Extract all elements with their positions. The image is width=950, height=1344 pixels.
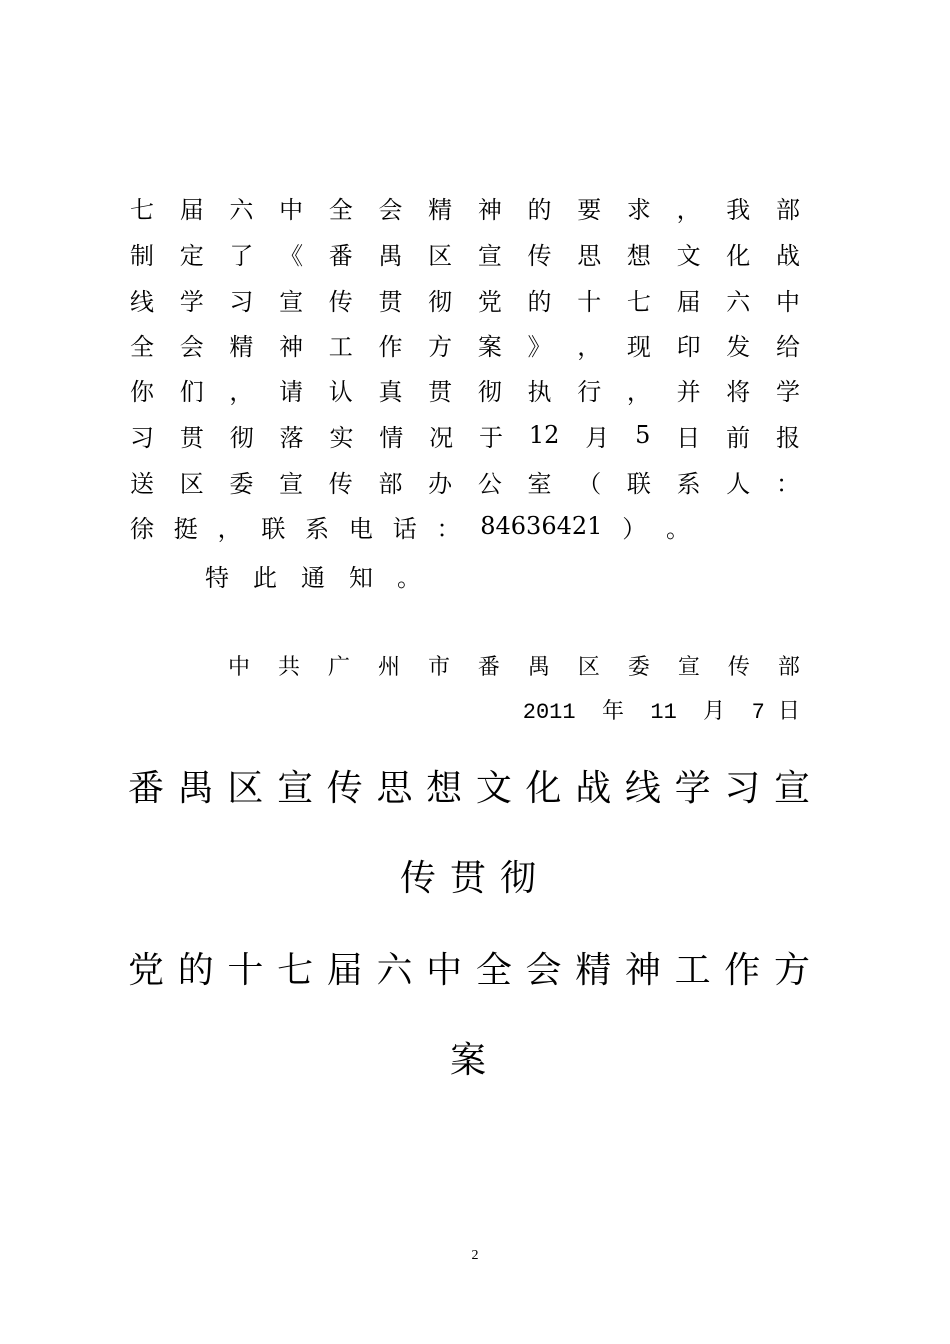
- glyph: 禺: [378, 241, 403, 270]
- glyph: 番: [128, 768, 165, 809]
- glyph: 徐: [130, 514, 154, 543]
- title-line: [128, 760, 810, 811]
- signature: [228, 648, 800, 682]
- glyph: 5: [635, 421, 651, 449]
- glyph: 我: [726, 195, 751, 224]
- glyph: 习: [724, 768, 761, 809]
- glyph: 精: [428, 195, 453, 224]
- glyph: 全: [475, 950, 512, 991]
- glyph: 联: [261, 514, 286, 543]
- title-line: 传贯彻: [399, 858, 550, 899]
- page-number: 2: [471, 1248, 479, 1263]
- glyph: 十: [577, 287, 602, 316]
- glyph: 彻: [229, 423, 254, 452]
- glyph: 学: [674, 768, 711, 809]
- glyph: 宣: [279, 287, 304, 316]
- glyph: 区: [179, 469, 204, 498]
- glyph: 行: [577, 377, 602, 406]
- glyph: ，: [676, 195, 701, 224]
- glyph: 七: [277, 950, 314, 991]
- glyph: 执: [527, 377, 552, 406]
- glyph: 印: [676, 332, 701, 361]
- glyph: 传: [727, 654, 750, 680]
- glyph: 真: [378, 377, 403, 406]
- glyph: 神: [477, 195, 502, 224]
- glyph: 全: [328, 195, 353, 224]
- glyph: 宣: [773, 768, 810, 809]
- body-line: [130, 327, 800, 361]
- glyph: 的: [177, 950, 214, 991]
- glyph: 给: [775, 332, 800, 361]
- glyph: 》: [527, 332, 552, 361]
- glyph: 部: [775, 195, 800, 224]
- glyph: 联: [626, 469, 651, 498]
- glyph: 七: [626, 287, 651, 316]
- glyph: ，: [217, 514, 242, 543]
- glyph: 中: [228, 654, 251, 680]
- glyph: 的: [527, 195, 552, 224]
- glyph: 系: [676, 469, 701, 498]
- glyph: 将: [726, 377, 751, 406]
- glyph: 十: [227, 950, 264, 991]
- glyph: 的: [527, 287, 552, 316]
- glyph: 报: [776, 423, 800, 452]
- body-line: [130, 190, 800, 224]
- glyph: 届: [326, 950, 363, 991]
- glyph: 贯: [378, 287, 403, 316]
- body-line: [130, 464, 800, 498]
- glyph: 宣: [279, 469, 304, 498]
- title-line: [128, 942, 810, 993]
- glyph: ，: [626, 377, 651, 406]
- glyph: 线: [624, 768, 661, 809]
- glyph: 区: [227, 768, 264, 809]
- glyph: 工: [328, 332, 353, 361]
- glyph: 禺: [527, 654, 550, 680]
- glyph: 学: [179, 287, 204, 316]
- glyph: 月: [585, 423, 610, 452]
- glyph: 并: [676, 377, 701, 406]
- glyph: 情: [379, 423, 404, 452]
- glyph: 宣: [477, 241, 502, 270]
- glyph: 学: [775, 377, 800, 406]
- glyph: 会: [378, 195, 403, 224]
- body-line: [130, 509, 690, 543]
- glyph: 况: [429, 423, 454, 452]
- closing-phrase: 特此通知。: [205, 564, 445, 592]
- glyph: 们: [179, 377, 204, 406]
- glyph: 挺: [173, 514, 198, 543]
- body-line: [130, 236, 800, 270]
- glyph: 精: [575, 950, 612, 991]
- glyph: 作: [378, 332, 403, 361]
- glyph: 习: [130, 423, 154, 452]
- glyph: 传: [326, 768, 363, 809]
- glyph: 于: [479, 423, 504, 452]
- glyph: 广: [327, 654, 350, 680]
- glyph: 番: [477, 654, 500, 680]
- glyph: 定: [179, 241, 204, 270]
- glyph: 84636421: [480, 512, 603, 540]
- glyph: 六: [229, 195, 254, 224]
- glyph: 制: [130, 241, 154, 270]
- glyph: 传: [527, 241, 552, 270]
- glyph: 化: [525, 768, 562, 809]
- date: 2011 年 11 月 7 日: [522, 700, 800, 725]
- glyph: 系: [305, 514, 330, 543]
- glyph: 求: [626, 195, 651, 224]
- glyph: 精: [229, 332, 254, 361]
- glyph: 了: [229, 241, 254, 270]
- glyph: 电: [348, 514, 373, 543]
- glyph: 公: [477, 469, 502, 498]
- glyph: 日: [676, 423, 701, 452]
- glyph: 彻: [477, 377, 502, 406]
- glyph: ，: [577, 332, 602, 361]
- glyph: 市: [427, 654, 450, 680]
- glyph: 想: [626, 241, 651, 270]
- glyph: 想: [426, 768, 463, 809]
- glyph: 全: [130, 332, 154, 361]
- glyph: 届: [179, 195, 204, 224]
- glyph: 七: [130, 195, 154, 224]
- glyph: 办: [428, 469, 453, 498]
- glyph: 彻: [428, 287, 453, 316]
- glyph: 要: [577, 195, 602, 224]
- glyph: 贯: [428, 377, 453, 406]
- glyph: 区: [428, 241, 453, 270]
- glyph: 实: [329, 423, 354, 452]
- glyph: 文: [475, 768, 512, 809]
- glyph: 传: [328, 469, 353, 498]
- glyph: 宣: [277, 768, 314, 809]
- glyph: 工: [674, 950, 711, 991]
- glyph: 人: [726, 469, 751, 498]
- glyph: 认: [328, 377, 353, 406]
- glyph: 12: [528, 421, 560, 449]
- glyph: 线: [130, 287, 154, 316]
- glyph: 部: [777, 654, 800, 680]
- glyph: 。: [665, 514, 690, 543]
- glyph: 中: [279, 195, 304, 224]
- glyph: 室: [527, 469, 552, 498]
- body-line: [130, 418, 800, 452]
- glyph: 送: [130, 469, 154, 498]
- glyph: 前: [726, 423, 751, 452]
- glyph: 委: [229, 469, 254, 498]
- glyph: 州: [377, 654, 400, 680]
- body-line: [130, 372, 800, 406]
- glyph: 方: [428, 332, 453, 361]
- glyph: 会: [525, 950, 562, 991]
- glyph: 落: [279, 423, 304, 452]
- body-line: [130, 282, 800, 316]
- glyph: 委: [627, 654, 650, 680]
- glyph: ：: [436, 514, 461, 543]
- glyph: 习: [229, 287, 254, 316]
- glyph: 届: [676, 287, 701, 316]
- glyph: 思: [577, 241, 602, 270]
- glyph: 会: [179, 332, 204, 361]
- glyph: 发: [726, 332, 751, 361]
- glyph: 《: [279, 241, 304, 270]
- glyph: 部: [378, 469, 403, 498]
- glyph: 共: [277, 654, 300, 680]
- glyph: 中: [426, 950, 463, 991]
- glyph: ）: [622, 514, 647, 543]
- glyph: 你: [130, 377, 154, 406]
- glyph: 神: [279, 332, 304, 361]
- glyph: 传: [328, 287, 353, 316]
- glyph: 现: [626, 332, 651, 361]
- glyph: 中: [775, 287, 800, 316]
- glyph: 战: [775, 241, 800, 270]
- title-line: 案: [449, 1040, 500, 1081]
- glyph: 党: [477, 287, 502, 316]
- glyph: 贯: [179, 423, 204, 452]
- glyph: 方: [773, 950, 810, 991]
- glyph: 战: [575, 768, 612, 809]
- glyph: 党: [128, 950, 165, 991]
- glyph: 话: [392, 514, 417, 543]
- glyph: 化: [726, 241, 751, 270]
- glyph: 宣: [677, 654, 700, 680]
- glyph: 请: [279, 377, 304, 406]
- glyph: 案: [477, 332, 502, 361]
- glyph: 作: [724, 950, 761, 991]
- glyph: 区: [577, 654, 600, 680]
- glyph: 神: [624, 950, 661, 991]
- glyph: 禺: [177, 768, 214, 809]
- glyph: 六: [726, 287, 751, 316]
- glyph: ：: [775, 469, 800, 498]
- glyph: 文: [676, 241, 701, 270]
- glyph: ，: [229, 377, 254, 406]
- glyph: （: [577, 469, 602, 498]
- glyph: 番: [328, 241, 353, 270]
- glyph: 六: [376, 950, 413, 991]
- glyph: 思: [376, 768, 413, 809]
